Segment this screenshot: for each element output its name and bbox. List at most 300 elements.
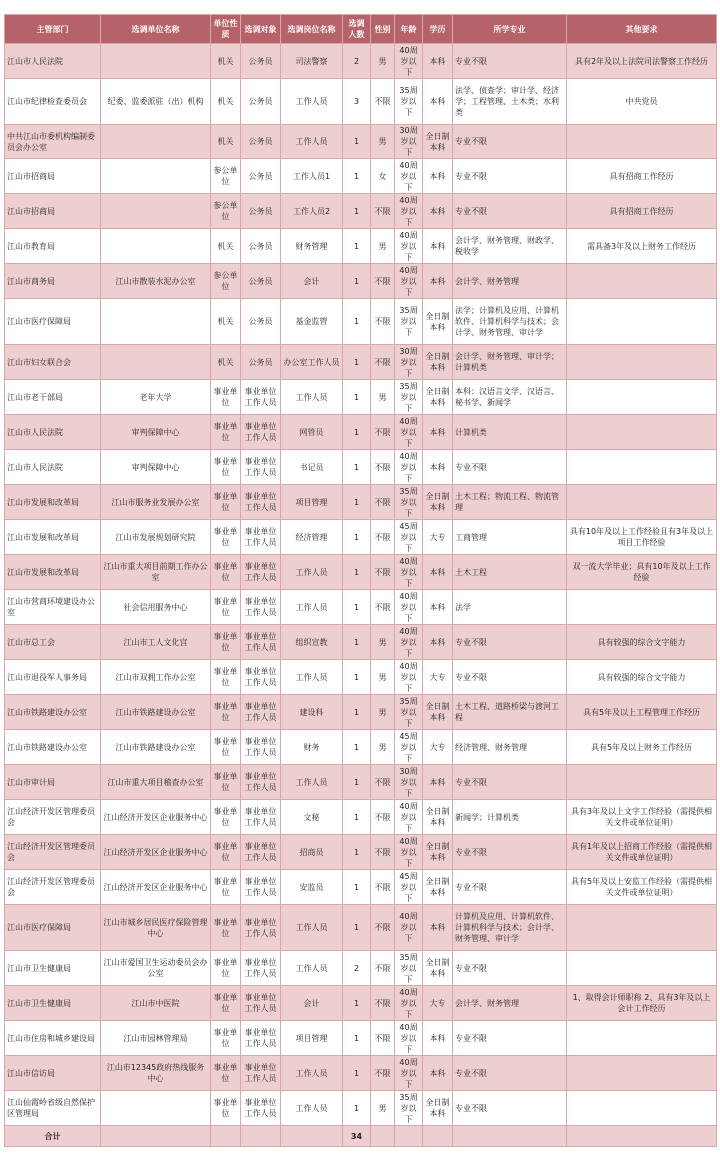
cell-education: 本科: [423, 159, 453, 194]
cell-target: 事业单位工作人员: [241, 800, 281, 835]
total-row: [5, 1126, 717, 1147]
cell-unit-name: 江山市园林管理局: [101, 1021, 211, 1056]
cell-department: 中共江山市委机构编制委员会办公室: [5, 125, 101, 159]
cell-position: 文秘: [281, 800, 343, 835]
cell-department: 江山市审计局: [5, 765, 101, 800]
cell-target: 公务员: [241, 79, 281, 125]
cell-target: 事业单位工作人员: [241, 625, 281, 660]
cell-target: 事业单位工作人员: [241, 765, 281, 800]
cell-department: 江山经济开发区管理委员会: [5, 835, 101, 870]
table-row: [5, 229, 717, 264]
cell-gender: 男: [371, 660, 395, 695]
cell-gender: 不限: [371, 905, 395, 951]
table-row: [5, 125, 717, 159]
header-department: 主管部门: [5, 15, 101, 44]
table-row: [5, 44, 717, 79]
cell-unit-name: 江山市服务业发展办公室: [101, 485, 211, 520]
cell-major: 土木工程；物流工程、物流管理: [453, 485, 567, 520]
cell-unit-name: 江山经济开发区企业服务中心: [101, 800, 211, 835]
cell-age: 40周岁以下: [395, 159, 423, 194]
cell-count: 1: [343, 450, 371, 485]
cell-education: 大专: [423, 520, 453, 555]
cell-other-requirements: 中共党员: [567, 79, 717, 125]
cell-unit-name: 审判保障中心: [101, 415, 211, 450]
header-unit-name: 选调单位名称: [101, 15, 211, 44]
cell-unit-type: 事业单位: [211, 800, 241, 835]
cell-other-requirements: [567, 1021, 717, 1056]
cell-gender: 不限: [371, 1056, 395, 1091]
cell-other-requirements: 具有3年及以上文字工作经验（需提供相关文件或单位证明）: [567, 800, 717, 835]
total-empty-cell: [453, 1126, 567, 1147]
cell-count: 1: [343, 835, 371, 870]
header-count: 选调人数: [343, 15, 371, 44]
cell-major: 新闻学；计算机类: [453, 800, 567, 835]
cell-education: 本科: [423, 555, 453, 590]
cell-count: 1: [343, 159, 371, 194]
cell-unit-name: 江山市发展规划研究院: [101, 520, 211, 555]
cell-target: 事业单位工作人员: [241, 590, 281, 625]
cell-other-requirements: [567, 905, 717, 951]
cell-other-requirements: [567, 299, 717, 345]
cell-major: 计算机及应用、计算机软件、计算机科学与技术；会计学、财务管理、审计学: [453, 905, 567, 951]
total-empty-cell: [567, 1126, 717, 1147]
cell-major: 工商管理: [453, 520, 567, 555]
cell-position: 工作人员: [281, 380, 343, 415]
cell-position: 工作人员: [281, 1056, 343, 1091]
cell-unit-name: 老年大学: [101, 380, 211, 415]
cell-position: 工作人员2: [281, 194, 343, 229]
cell-count: 1: [343, 765, 371, 800]
cell-major: 会计学、财务管理: [453, 264, 567, 299]
cell-count: 1: [343, 380, 371, 415]
cell-unit-name: 江山市重大项目稽查办公室: [101, 765, 211, 800]
cell-gender: 不限: [371, 415, 395, 450]
cell-major: 专业不限: [453, 1056, 567, 1091]
cell-unit-name: 江山市中医院: [101, 986, 211, 1021]
cell-unit-type: 机关: [211, 229, 241, 264]
cell-target: 事业单位工作人员: [241, 905, 281, 951]
cell-count: 1: [343, 264, 371, 299]
cell-gender: 不限: [371, 765, 395, 800]
cell-major: 土木工程: [453, 555, 567, 590]
cell-target: 事业单位工作人员: [241, 986, 281, 1021]
cell-unit-type: 参公单位: [211, 194, 241, 229]
cell-education: 本科: [423, 905, 453, 951]
cell-count: 1: [343, 520, 371, 555]
cell-major: 经济管理、财务管理: [453, 730, 567, 765]
cell-age: 40周岁以下: [395, 800, 423, 835]
cell-major: 专业不限: [453, 625, 567, 660]
cell-target: 事业单位工作人员: [241, 1021, 281, 1056]
table-row: [5, 415, 717, 450]
cell-position: 安监员: [281, 870, 343, 905]
cell-education: 本科: [423, 1056, 453, 1091]
cell-position: 财务: [281, 730, 343, 765]
cell-age: 35周岁以下: [395, 299, 423, 345]
cell-target: 事业单位工作人员: [241, 951, 281, 986]
cell-gender: 不限: [371, 450, 395, 485]
cell-unit-name: 江山市爱国卫生运动委员会办公室: [101, 951, 211, 986]
cell-unit-type: 事业单位: [211, 1021, 241, 1056]
cell-other-requirements: [567, 380, 717, 415]
cell-count: 1: [343, 485, 371, 520]
cell-gender: 男: [371, 229, 395, 264]
cell-other-requirements: [567, 450, 717, 485]
cell-department: 江山市老干部局: [5, 380, 101, 415]
cell-department: 江山市住房和城乡建设局: [5, 1021, 101, 1056]
total-count: 34: [343, 1126, 371, 1147]
cell-unit-type: 机关: [211, 125, 241, 159]
cell-education: 全日制本科: [423, 299, 453, 345]
cell-count: 1: [343, 194, 371, 229]
cell-department: 江山市招商局: [5, 159, 101, 194]
table-row: [5, 800, 717, 835]
cell-major: 专业不限: [453, 1091, 567, 1126]
cell-unit-type: 机关: [211, 44, 241, 79]
total-empty-cell: [423, 1126, 453, 1147]
cell-unit-type: 事业单位: [211, 695, 241, 730]
cell-age: 40周岁以下: [395, 986, 423, 1021]
cell-count: 1: [343, 299, 371, 345]
recruitment-table: [4, 14, 717, 1147]
cell-major: 专业不限: [453, 1021, 567, 1056]
cell-unit-type: 事业单位: [211, 380, 241, 415]
header-major: 所学专业: [453, 15, 567, 44]
cell-age: 40周岁以下: [395, 555, 423, 590]
cell-target: 事业单位工作人员: [241, 415, 281, 450]
cell-position: 工作人员: [281, 79, 343, 125]
cell-education: 全日制本科: [423, 1091, 453, 1126]
cell-count: 1: [343, 1056, 371, 1091]
cell-education: 本科: [423, 1021, 453, 1056]
cell-age: 40周岁以下: [395, 905, 423, 951]
cell-gender: 不限: [371, 345, 395, 380]
table-row: [5, 986, 717, 1021]
cell-major: 专业不限: [453, 44, 567, 79]
cell-department: 江山市纪律检查委员会: [5, 79, 101, 125]
cell-major: 本科：汉语言文学、汉语言、秘书学、新闻学: [453, 380, 567, 415]
table-row: [5, 1056, 717, 1091]
table-row: [5, 1021, 717, 1056]
cell-age: 40周岁以下: [395, 835, 423, 870]
cell-gender: 不限: [371, 485, 395, 520]
table-row: [5, 730, 717, 765]
table-row: [5, 625, 717, 660]
cell-unit-name: [101, 299, 211, 345]
cell-other-requirements: [567, 1056, 717, 1091]
cell-department: 江山市人民法院: [5, 450, 101, 485]
cell-position: 建设科: [281, 695, 343, 730]
cell-other-requirements: 具有招商工作经历: [567, 159, 717, 194]
cell-position: 网管员: [281, 415, 343, 450]
cell-count: 1: [343, 730, 371, 765]
cell-position: 司法警察: [281, 44, 343, 79]
cell-target: 公务员: [241, 299, 281, 345]
cell-target: 公务员: [241, 125, 281, 159]
table-row: [5, 380, 717, 415]
cell-major: 土木工程、道路桥梁与渡河工程: [453, 695, 567, 730]
header-target: 选调对象: [241, 15, 281, 44]
cell-department: 江山市人民法院: [5, 44, 101, 79]
cell-education: 本科: [423, 415, 453, 450]
table-row: [5, 485, 717, 520]
cell-education: 本科: [423, 79, 453, 125]
cell-gender: 不限: [371, 264, 395, 299]
cell-department: 江山市发展和改革局: [5, 555, 101, 590]
cell-count: 1: [343, 229, 371, 264]
cell-count: 2: [343, 951, 371, 986]
header-position: 选调岗位名称: [281, 15, 343, 44]
cell-education: 本科: [423, 625, 453, 660]
cell-department: 江山经济开发区管理委员会: [5, 800, 101, 835]
table-row: [5, 951, 717, 986]
cell-unit-type: 事业单位: [211, 450, 241, 485]
cell-other-requirements: 1、取得会计师职称 2、具有3年及以上会计工作经历: [567, 986, 717, 1021]
cell-position: 工作人员: [281, 1091, 343, 1126]
cell-other-requirements: 具有招商工作经历: [567, 194, 717, 229]
cell-target: 事业单位工作人员: [241, 870, 281, 905]
cell-other-requirements: [567, 345, 717, 380]
table-row: [5, 590, 717, 625]
cell-education: 本科: [423, 44, 453, 79]
cell-position: 工作人员: [281, 951, 343, 986]
cell-position: 工作人员: [281, 765, 343, 800]
cell-age: 40周岁以下: [395, 415, 423, 450]
cell-unit-type: 事业单位: [211, 660, 241, 695]
cell-major: 专业不限: [453, 765, 567, 800]
cell-unit-type: 事业单位: [211, 765, 241, 800]
cell-age: 40周岁以下: [395, 625, 423, 660]
header-unit-type: 单位性质: [211, 15, 241, 44]
cell-position: 工作人员: [281, 590, 343, 625]
cell-target: 事业单位工作人员: [241, 520, 281, 555]
table-row: [5, 159, 717, 194]
cell-other-requirements: [567, 485, 717, 520]
cell-unit-name: 纪委、监委派驻（出）机构: [101, 79, 211, 125]
cell-unit-type: 事业单位: [211, 730, 241, 765]
cell-age: 35周岁以下: [395, 695, 423, 730]
cell-unit-type: 事业单位: [211, 555, 241, 590]
cell-unit-name: 江山经济开发区企业服务中心: [101, 835, 211, 870]
cell-other-requirements: 具有2年及以上法院司法警察工作经历: [567, 44, 717, 79]
cell-age: 35周岁以下: [395, 485, 423, 520]
cell-gender: 男: [371, 380, 395, 415]
cell-education: 全日制本科: [423, 695, 453, 730]
cell-target: 事业单位工作人员: [241, 1091, 281, 1126]
table-row: [5, 765, 717, 800]
cell-gender: 不限: [371, 800, 395, 835]
cell-target: 事业单位工作人员: [241, 1056, 281, 1091]
cell-major: 专业不限: [453, 125, 567, 159]
cell-major: 法学: [453, 590, 567, 625]
cell-department: 江山市总工会: [5, 625, 101, 660]
cell-other-requirements: 具有较强的综合文字能力: [567, 660, 717, 695]
cell-count: 1: [343, 415, 371, 450]
cell-unit-type: 事业单位: [211, 986, 241, 1021]
cell-gender: 男: [371, 730, 395, 765]
cell-other-requirements: [567, 415, 717, 450]
cell-unit-name: 江山市铁路建设办公室: [101, 730, 211, 765]
cell-age: 35周岁以下: [395, 79, 423, 125]
table-body: [5, 44, 717, 1147]
cell-gender: 女: [371, 159, 395, 194]
cell-target: 事业单位工作人员: [241, 450, 281, 485]
cell-count: 1: [343, 695, 371, 730]
cell-unit-name: 江山市城乡居民医疗保险管理中心: [101, 905, 211, 951]
header-age: 年龄: [395, 15, 423, 44]
cell-unit-type: 事业单位: [211, 905, 241, 951]
cell-age: 40周岁以下: [395, 194, 423, 229]
cell-position: 工作人员: [281, 555, 343, 590]
cell-unit-name: [101, 1091, 211, 1126]
cell-gender: 男: [371, 695, 395, 730]
cell-unit-type: 事业单位: [211, 835, 241, 870]
cell-unit-name: [101, 345, 211, 380]
cell-department: 江山市铁路建设办公室: [5, 730, 101, 765]
total-empty-cell: [371, 1126, 395, 1147]
cell-education: 本科: [423, 194, 453, 229]
cell-unit-type: 参公单位: [211, 264, 241, 299]
cell-position: 经济管理: [281, 520, 343, 555]
table-row: [5, 264, 717, 299]
cell-unit-name: 江山市12345政府热线服务中心: [101, 1056, 211, 1091]
cell-gender: 不限: [371, 194, 395, 229]
cell-education: 本科: [423, 264, 453, 299]
cell-education: 全日制本科: [423, 380, 453, 415]
cell-count: 1: [343, 905, 371, 951]
cell-education: 本科: [423, 229, 453, 264]
cell-position: 会计: [281, 264, 343, 299]
cell-age: 30周岁以下: [395, 345, 423, 380]
cell-major: 专业不限: [453, 835, 567, 870]
cell-position: 项目管理: [281, 1021, 343, 1056]
cell-other-requirements: 双一流大学毕业；具有10年及以上工作经验: [567, 555, 717, 590]
cell-department: 江山市商务局: [5, 264, 101, 299]
cell-department: 江山市医疗保障局: [5, 299, 101, 345]
cell-education: 大专: [423, 730, 453, 765]
cell-major: 专业不限: [453, 194, 567, 229]
cell-count: 1: [343, 345, 371, 380]
cell-major: 专业不限: [453, 951, 567, 986]
cell-major: 专业不限: [453, 660, 567, 695]
cell-education: 全日制本科: [423, 800, 453, 835]
cell-gender: 不限: [371, 299, 395, 345]
cell-count: 1: [343, 660, 371, 695]
cell-major: 专业不限: [453, 870, 567, 905]
cell-age: 40周岁以下: [395, 660, 423, 695]
cell-unit-name: 江山市散装水泥办公室: [101, 264, 211, 299]
cell-unit-type: 机关: [211, 345, 241, 380]
cell-education: 本科: [423, 450, 453, 485]
cell-age: 40周岁以下: [395, 229, 423, 264]
cell-age: 45周岁以下: [395, 870, 423, 905]
cell-unit-type: 事业单位: [211, 485, 241, 520]
table-row: [5, 299, 717, 345]
table-row: [5, 555, 717, 590]
cell-unit-type: 事业单位: [211, 625, 241, 660]
cell-gender: 男: [371, 125, 395, 159]
cell-age: 40周岁以下: [395, 590, 423, 625]
table-row: [5, 520, 717, 555]
cell-position: 基金监管: [281, 299, 343, 345]
cell-unit-name: 江山经济开发区企业服务中心: [101, 870, 211, 905]
header-other-requirements: 其他要求: [567, 15, 717, 44]
cell-position: 工作人员: [281, 905, 343, 951]
cell-gender: 男: [371, 44, 395, 79]
cell-department: 江山经济开发区管理委员会: [5, 870, 101, 905]
cell-age: 30周岁以下: [395, 765, 423, 800]
cell-unit-type: 事业单位: [211, 870, 241, 905]
cell-unit-name: [101, 44, 211, 79]
cell-education: 大专: [423, 660, 453, 695]
cell-gender: 男: [371, 1091, 395, 1126]
cell-target: 事业单位工作人员: [241, 380, 281, 415]
cell-age: 40周岁以下: [395, 264, 423, 299]
cell-department: 江山市教育局: [5, 229, 101, 264]
cell-unit-name: 江山市重大项目前期工作办公室: [101, 555, 211, 590]
cell-unit-name: 社会信用服务中心: [101, 590, 211, 625]
cell-age: 30周岁以下: [395, 125, 423, 159]
cell-education: 全日制本科: [423, 345, 453, 380]
header-education: 学历: [423, 15, 453, 44]
cell-education: 全日制本科: [423, 870, 453, 905]
cell-other-requirements: 具有5年及以上财务工作经历: [567, 730, 717, 765]
cell-other-requirements: 具有10年及以上工作经验且有3年及以上项目工作经验: [567, 520, 717, 555]
cell-unit-type: 事业单位: [211, 590, 241, 625]
table-row: [5, 835, 717, 870]
cell-major: 专业不限: [453, 450, 567, 485]
total-label: 合计: [5, 1126, 101, 1147]
cell-department: 江山市卫生健康局: [5, 986, 101, 1021]
total-empty-cell: [241, 1126, 281, 1147]
cell-count: 1: [343, 800, 371, 835]
cell-department: 江山市铁路建设办公室: [5, 695, 101, 730]
cell-unit-name: 江山市工人文化宫: [101, 625, 211, 660]
cell-major: 法学、侦查学；审计学、经济学；工程管理、土木类；水利类: [453, 79, 567, 125]
cell-major: 计算机类: [453, 415, 567, 450]
cell-department: 江山市卫生健康局: [5, 951, 101, 986]
cell-other-requirements: 具有5年及以上工程管理工作经历: [567, 695, 717, 730]
cell-other-requirements: [567, 264, 717, 299]
cell-target: 公务员: [241, 159, 281, 194]
cell-department: 江山市招商局: [5, 194, 101, 229]
table-row: [5, 1091, 717, 1126]
recruitment-table-container: [4, 14, 716, 1147]
header-gender: 性别: [371, 15, 395, 44]
cell-gender: 不限: [371, 986, 395, 1021]
cell-target: 事业单位工作人员: [241, 730, 281, 765]
cell-age: 35周岁以下: [395, 380, 423, 415]
cell-target: 公务员: [241, 264, 281, 299]
cell-unit-type: 事业单位: [211, 1091, 241, 1126]
cell-age: 35周岁以下: [395, 951, 423, 986]
cell-count: 1: [343, 986, 371, 1021]
cell-education: 全日制本科: [423, 835, 453, 870]
cell-unit-name: [101, 125, 211, 159]
cell-count: 1: [343, 1091, 371, 1126]
cell-count: 1: [343, 870, 371, 905]
cell-target: 公务员: [241, 229, 281, 264]
table-row: [5, 905, 717, 951]
table-row: [5, 660, 717, 695]
cell-unit-name: [101, 229, 211, 264]
table-row: [5, 450, 717, 485]
cell-unit-type: 事业单位: [211, 1056, 241, 1091]
cell-age: 40周岁以下: [395, 1056, 423, 1091]
cell-position: 工作人员: [281, 125, 343, 159]
cell-other-requirements: [567, 590, 717, 625]
table-header-row: [5, 15, 717, 44]
